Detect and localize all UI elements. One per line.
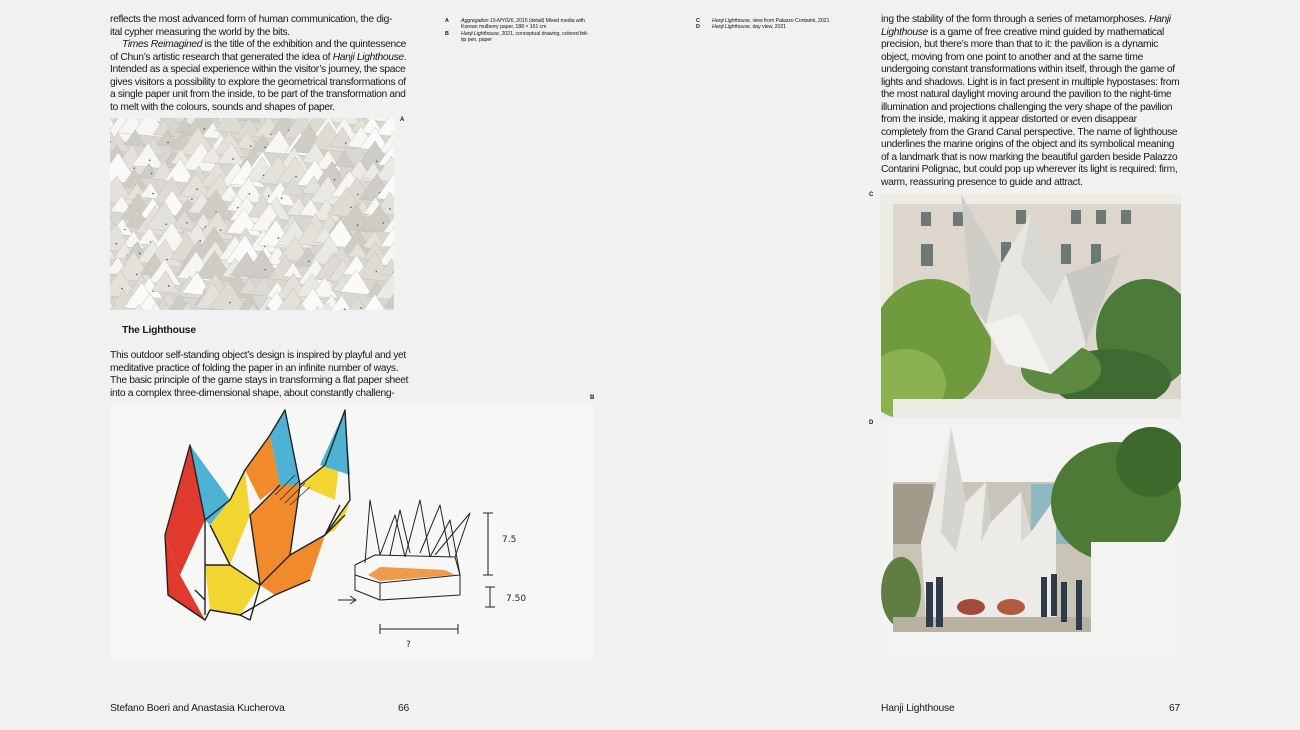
caption-details: , day view, 2021 [749, 24, 787, 31]
sketch-height-label: 7.50 [506, 594, 527, 604]
page-number-right: 67 [1169, 703, 1181, 714]
paragraph-times-reimagined [110, 39, 412, 114]
figure-letter-d: D [869, 420, 874, 426]
figure-letter-a: A [400, 117, 405, 123]
paragraph-text: ing the stability of the form through a series of metamorphoses. [881, 14, 1149, 25]
figure-c-pavilion-view-photo [881, 194, 1181, 418]
paragraph-text: . Intended as a special experience within the visitor’s journey, the space gives visitors a possibility to explore the geometrical transformations of a single paper unit from the inside, to be part of the transformation and to melt with the colours, sounds and shapes of paper. [110, 51, 407, 113]
figure-letter-c: C [869, 192, 874, 198]
caption-b [445, 31, 591, 44]
caption-title: Hanji Lighthouse [712, 18, 750, 24]
caption-details: , view from Palazzo Contarini, 2021 [749, 18, 830, 24]
caption-text [461, 18, 591, 31]
caption-letter: D [696, 24, 700, 31]
caption-details: , 2021, conceptual drawing, colored felt-tip pen, paper [461, 30, 589, 44]
caption-letter: A [445, 18, 449, 24]
project-name: Hanji Lighthouse [332, 51, 404, 63]
page-number-left: 66 [398, 703, 410, 714]
figure-d-pavilion-day-view-photo [881, 422, 1181, 659]
section-heading: The Lighthouse [122, 325, 196, 336]
caption-d [696, 24, 842, 30]
figure-b-conceptual-drawing [110, 405, 594, 659]
caption-text [461, 31, 591, 44]
caption-title: Hanji Lighthouse [461, 30, 499, 37]
captions-left [445, 18, 591, 44]
paragraph-text: is a game of free creative mind guided by mathematical precision, but there’s more than that to it: the pavilion is a dynamic object, moving from one point to another and at the same time undergoing constant transformations within itself, through the game of lights and shadows. Light is in fact present in multiple hypostases: from the most natural daylight moving around the pavilion to the night-time illumination and projections challenging the very shape of the pavilion from the inside, making it appear distorted or even disappear completely from the Grand Canal perspective. The name of lighthouse underlines the marine origins of the object and its symbolical meaning of a landmark that is now marking the beautiful garden beside Palazzo Contarini Polignac, but could pop up wherever its light is required: firm, warm, reassuring presence to guide and attract. [881, 26, 1180, 188]
figure-a-paper-aggregation-photo [110, 118, 394, 310]
project-name: Hanji Lighthouse [881, 14, 1171, 38]
figure-letter-b: B [590, 395, 595, 401]
intro-line-1: reflects the most advanced form of human communication, the dig- [110, 14, 393, 25]
caption-title: Hanji Lighthouse [712, 24, 750, 31]
footer-title: Hanji Lighthouse [881, 703, 955, 714]
paragraph-text: This outdoor self-standing object’s design is inspired by playful and yet meditative practice of folding the paper in an infinite number of ways. The basic principle of the game stays in transforming a flat paper sheet into a complex three-dimensional shape, about constantly challeng- [110, 350, 409, 399]
caption-letter: C [696, 18, 700, 24]
caption-text [712, 24, 842, 30]
left-intro [110, 14, 412, 114]
paragraph-lighthouse [110, 350, 412, 400]
intro-line-2: ital cypher measuring the world by the bits. [110, 26, 290, 38]
caption-details: , 2015 (detail) Mixed media with Korean mulberry paper, 188 × 161 cm [461, 18, 585, 31]
sketch-base-label: ? [406, 640, 411, 650]
captions-right [696, 18, 842, 31]
caption-letter: B [445, 30, 449, 37]
sketch-height-top-label: 7.5 [502, 535, 517, 545]
right-paragraph [881, 14, 1181, 189]
caption-a [445, 18, 591, 31]
paragraph-text: is the title of the exhibition and the quintessence of Chun’s artistic research that generated the idea of [110, 39, 407, 63]
caption-title: Aggregation 15-MY026 [461, 18, 514, 24]
footer-authors: Stefano Boeri and Anastasia Kucherova [110, 703, 285, 714]
exhibition-title: Times Reimagined [122, 39, 203, 50]
